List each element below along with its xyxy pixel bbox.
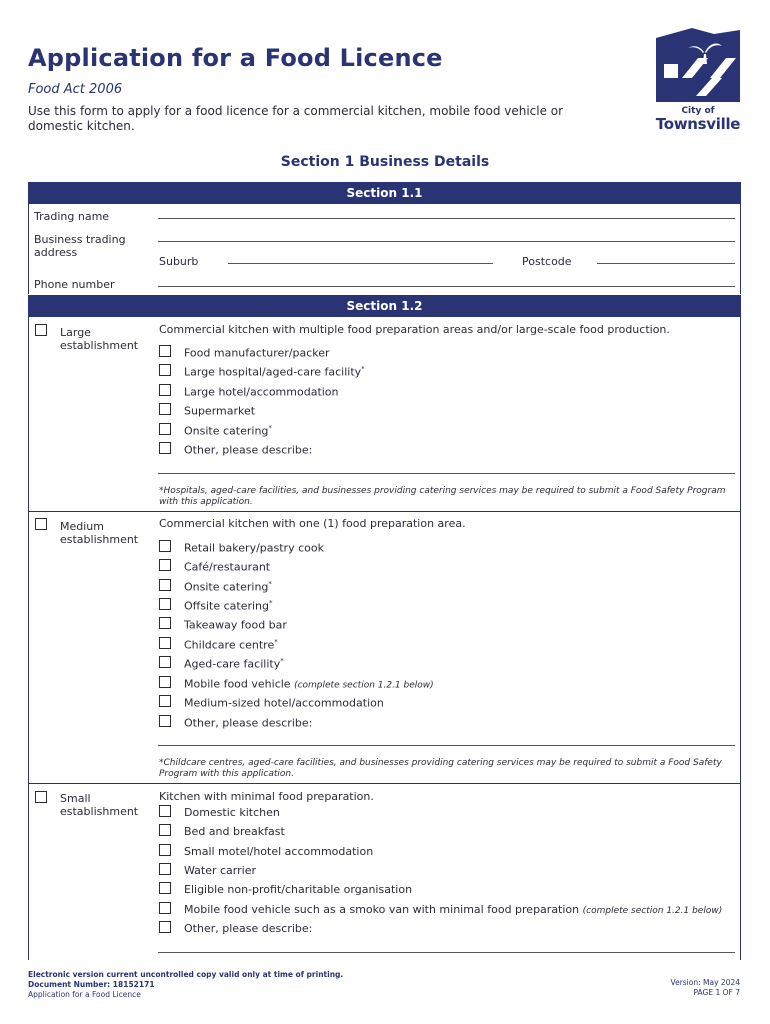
medium-option-label: Aged-care facility* <box>184 657 284 671</box>
small-option-checkbox[interactable] <box>159 882 171 894</box>
small-option-label: Domestic kitchen <box>184 806 280 819</box>
large-option-checkbox[interactable] <box>159 345 171 357</box>
medium-option-checkbox[interactable] <box>159 656 171 668</box>
suburb-label: Suburb <box>159 255 199 268</box>
small-option-label: Other, please describe: <box>184 922 313 935</box>
section-1-2-bar: Section 1.2 <box>28 295 741 317</box>
divider <box>28 783 741 784</box>
large-option-label: Food manufacturer/packer <box>184 346 330 360</box>
footer-right <box>671 978 740 998</box>
small-establishment-description: Kitchen with minimal food preparation. <box>159 790 374 803</box>
large-other-describe-field[interactable] <box>158 473 735 474</box>
footer-disclaimer: Electronic version current uncontrolled copy valid only at time of printing. <box>28 970 344 979</box>
medium-option-label: Retail bakery/pastry cook <box>184 541 324 555</box>
medium-option-checkbox[interactable] <box>159 637 171 649</box>
page-subtitle: Food Act 2006 <box>28 82 123 97</box>
trading-name-label: Trading name <box>34 210 110 223</box>
section-1-2-frame <box>28 317 741 960</box>
small-establishment-checkbox[interactable] <box>35 791 47 803</box>
medium-option-checkbox[interactable] <box>159 617 171 629</box>
business-address-field[interactable] <box>158 241 735 242</box>
medium-option-checkbox[interactable] <box>159 559 171 571</box>
large-option-label: Other, please describe: <box>184 443 313 457</box>
footer-page: PAGE 1 OF 7 <box>693 988 740 997</box>
phone-label: Phone number <box>34 278 115 291</box>
large-option-checkbox[interactable] <box>159 384 171 396</box>
small-option-checkbox[interactable] <box>159 921 171 933</box>
business-address-label: Business trading address <box>34 233 126 259</box>
suburb-field[interactable] <box>228 263 493 264</box>
medium-option-label: Café/restaurant <box>184 560 271 574</box>
medium-establishment-description: Commercial kitchen with one (1) food preparation area. <box>159 517 466 530</box>
large-option-label: Large hospital/aged-care facility* <box>184 365 365 379</box>
medium-option-checkbox[interactable] <box>159 579 171 591</box>
phone-field[interactable] <box>158 286 735 287</box>
page-title: Application for a Food Licence <box>28 44 443 72</box>
large-option-checkbox[interactable] <box>159 403 171 415</box>
medium-option-checkbox[interactable] <box>159 676 171 688</box>
logo-line1: City of <box>681 106 715 116</box>
small-option-label: Small motel/hotel accommodation <box>184 845 374 858</box>
townsville-logo <box>652 24 744 134</box>
medium-footnote: *Childcare centres, aged-care facilities, and businesses providing catering services may be required to submit a Food Safety Program with this application. <box>159 758 722 779</box>
large-option-checkbox[interactable] <box>159 364 171 376</box>
small-option-checkbox[interactable] <box>159 863 171 875</box>
medium-establishment-checkbox[interactable] <box>35 518 47 530</box>
medium-option-label: Takeaway food bar <box>184 618 287 632</box>
small-option-label: Bed and breakfast <box>184 825 285 838</box>
large-option-checkbox[interactable] <box>159 442 171 454</box>
footer-doc-title: Application for a Food Licence <box>28 990 141 999</box>
postcode-field[interactable] <box>597 263 735 264</box>
medium-option-label: Other, please describe: <box>184 716 313 730</box>
small-option-checkbox[interactable] <box>159 902 171 914</box>
large-option-label: Large hotel/accommodation <box>184 385 339 399</box>
footer-version: Version: May 2024 <box>670 978 740 987</box>
trading-name-field[interactable] <box>158 218 735 219</box>
large-option-label: Onsite catering* <box>184 424 272 438</box>
postcode-label: Postcode <box>522 255 572 268</box>
small-option-checkbox[interactable] <box>159 844 171 856</box>
large-establishment-checkbox[interactable] <box>35 324 47 336</box>
large-option-label: Supermarket <box>184 404 256 418</box>
medium-option-label: Offsite catering* <box>184 599 273 613</box>
medium-option-label: Onsite catering* <box>184 580 272 594</box>
small-option-label: Water carrier <box>184 864 256 877</box>
divider <box>28 511 741 512</box>
medium-option-checkbox[interactable] <box>159 540 171 552</box>
medium-option-checkbox[interactable] <box>159 598 171 610</box>
medium-establishment-label: Medium establishment <box>60 520 139 546</box>
small-option-label: Mobile food vehicle such as a smoko van with minimal food preparation (complete section 1.2.1 below) <box>184 903 723 916</box>
section-1-1-bar: Section 1.1 <box>28 182 741 204</box>
medium-option-checkbox[interactable] <box>159 695 171 707</box>
medium-option-label: Mobile food vehicle (complete section 1.2.1 below) <box>184 677 434 691</box>
intro-text: Use this form to apply for a food licence for a commercial kitchen, mobile food vehicle or domestic kitchen. <box>28 104 564 133</box>
medium-option-label: Childcare centre* <box>184 638 278 652</box>
medium-option-label: Medium-sized hotel/accommodation <box>184 696 384 710</box>
medium-option-checkbox[interactable] <box>159 715 171 727</box>
small-establishment-label: Small establishment <box>60 792 139 818</box>
footer-left <box>28 970 343 1000</box>
small-other-describe-field[interactable] <box>158 952 735 953</box>
small-option-checkbox[interactable] <box>159 805 171 817</box>
medium-other-describe-field[interactable] <box>158 745 735 746</box>
logo-line2: Townsville <box>655 115 741 133</box>
large-establishment-label: Large establishment <box>60 326 139 352</box>
large-footnote: *Hospitals, aged-care facilities, and businesses providing catering services may be required to submit a Food Safety Program with this application. <box>159 486 726 507</box>
small-option-checkbox[interactable] <box>159 824 171 836</box>
large-establishment-description: Commercial kitchen with multiple food preparation areas and/or large-scale food production. <box>159 323 670 336</box>
section-1-heading: Section 1 Business Details <box>280 154 490 170</box>
small-option-label: Eligible non-profit/charitable organisation <box>184 883 413 896</box>
large-option-checkbox[interactable] <box>159 423 171 435</box>
footer-doc-number: Document Number: 18152171 <box>28 980 155 989</box>
